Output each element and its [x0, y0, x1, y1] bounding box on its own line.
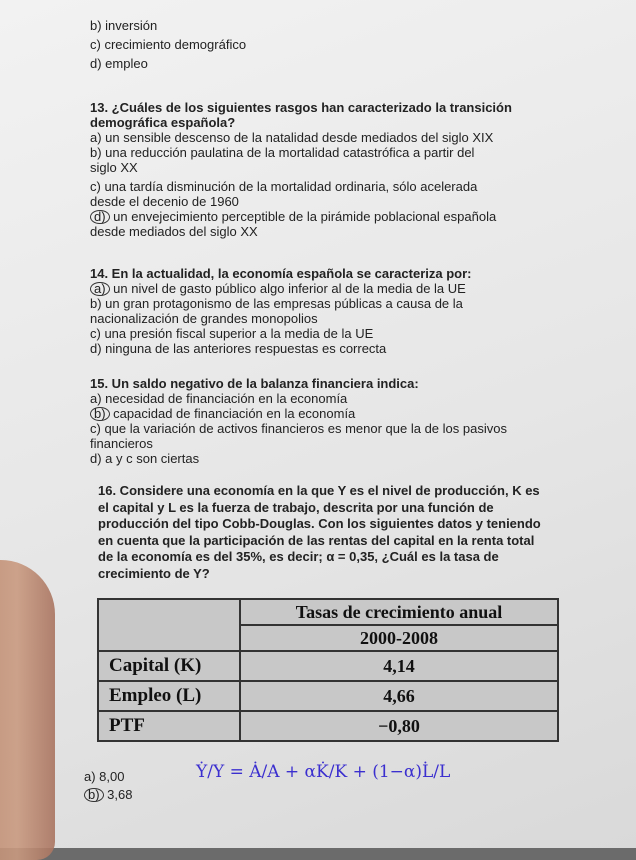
q13-option-c: c) una tardía disminución de la mortalidad ordinaria, sólo acelerada	[90, 179, 478, 194]
row-value-ptf: −0,80	[240, 711, 558, 741]
q14-option-d: d) ninguna de las anteriores respuestas es correcta	[90, 341, 387, 356]
q13-title-cont: demográfica española?	[90, 115, 236, 130]
table-header-period: 2000-2008	[240, 625, 558, 651]
row-label-empleo: Empleo (L)	[98, 681, 240, 711]
q14-option-a: a) un nivel de gasto público algo inferior al de la media de la UE	[90, 281, 472, 296]
q13-option-d: d) un envejecimiento perceptible de la pirámide poblacional española	[90, 209, 512, 224]
circled-answer-mark: b)	[84, 788, 104, 802]
circled-answer-mark: b)	[90, 407, 110, 421]
row-label-capital: Capital (K)	[98, 651, 240, 681]
question-14	[90, 266, 472, 356]
table-corner-cell	[98, 599, 240, 651]
q15-option-a: a) necesidad de financiación en la economía	[90, 391, 348, 406]
q16-line: producción del tipo Cobb-Douglas. Con los siguientes datos y teniendo	[98, 516, 541, 531]
q13-option-b-cont: siglo XX	[90, 160, 138, 175]
q14-option-b-cont: nacionalización de grandes monopolios	[90, 311, 318, 326]
question-15	[90, 376, 507, 466]
q16-line: crecimiento de Y?	[98, 565, 210, 581]
q13-option-c-cont: desde el decenio de 1960	[90, 194, 239, 209]
table-row	[98, 651, 558, 681]
circled-answer-mark: d)	[90, 210, 110, 224]
q14-option-b: b) un gran protagonismo de las empresas públicas a causa de la	[90, 296, 463, 311]
answer-options	[84, 768, 132, 804]
circled-answer-mark: a)	[90, 282, 110, 296]
q16-line: 16. Considere una economía en la que Y es el nivel de producción, K es	[98, 483, 540, 498]
option-b-inversion: b) inversión	[90, 18, 158, 33]
q13-option-d-cont: desde mediados del siglo XX	[90, 224, 258, 239]
thumb	[0, 560, 55, 860]
option-c-crecimiento: c) crecimiento demográfico	[90, 37, 247, 52]
growth-rates-table	[97, 598, 559, 742]
q13-title: 13. ¿Cuáles de los siguientes rasgos han caracterizado la transición	[90, 100, 512, 115]
row-label-ptf: PTF	[98, 711, 240, 741]
table-row	[98, 681, 558, 711]
top-options	[90, 18, 246, 71]
q15-title: 15. Un saldo negativo de la balanza financiera indica:	[90, 376, 419, 391]
q16-line: el capital y L es la fuerza de trabajo, descrita por una función de	[98, 499, 494, 515]
row-value-capital: 4,14	[240, 651, 558, 681]
q16-line: en cuenta que la participación de las rentas del capital en la renta total	[98, 532, 535, 548]
q15-option-c: c) que la variación de activos financieros es menor que la de los pasivos	[90, 421, 507, 436]
q15-option-d: d) a y c son ciertas	[90, 451, 200, 466]
q15-option-b: b) capacidad de financiación en la economía	[90, 406, 507, 421]
table-header-title: Tasas de crecimiento anual	[240, 599, 558, 625]
q13-option-b: b) una reducción paulatina de la mortalidad catastrófica a partir del	[90, 145, 475, 160]
question-13	[90, 100, 512, 239]
q14-option-c: c) una presión fiscal superior a la media de la UE	[90, 326, 374, 341]
question-16	[98, 483, 541, 582]
table-row	[98, 711, 558, 741]
q14-title: 14. En la actualidad, la economía española se caracteriza por:	[90, 266, 472, 281]
option-d-empleo: d) empleo	[90, 56, 148, 71]
handwritten-formula: Ẏ/Y = Ȧ/A + αK̇/K + (1−α)L̇/L	[196, 762, 451, 782]
q16-line: de la economía es del 35%, es decir; α = 0,35, ¿Cuál es la tasa de	[98, 549, 499, 564]
q15-option-c-cont: financieros	[90, 436, 153, 451]
answer-option-a: a) 8,00	[84, 769, 125, 784]
q13-option-a: a) un sensible descenso de la natalidad desde mediados del siglo XIX	[90, 130, 494, 145]
answer-option-b: b) 3,68	[84, 786, 132, 804]
row-value-empleo: 4,66	[240, 681, 558, 711]
